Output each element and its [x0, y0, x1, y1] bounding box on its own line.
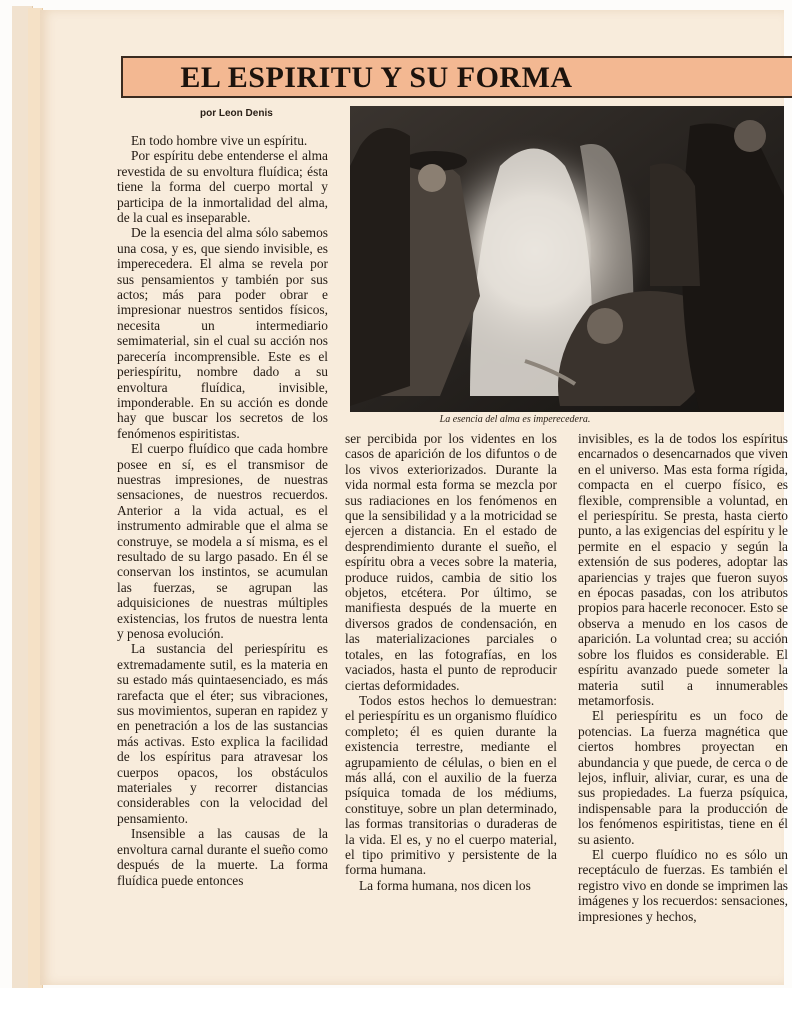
paragraph: Todos estos hechos lo demuestran: el periespíritu es un organismo fluídico completo; él es quien durante la existencia terrestre, mediante el agrupamiento de células, o bien en el más allá, con el auxilio de la fuerza psíquica tomada de los médiums, constituye, sobre un plan determinado, las formas transitorias o duraderas de la vida. El es, y no el cuerpo material, el tipo primitivo y persistente de la forma humana. — [345, 692, 557, 878]
text-column-3 — [578, 431, 788, 945]
paragraph: Insensible a las causas de la envoltura carnal durante el sueño como después de la muerte. La forma fluídica puede entonces — [117, 826, 328, 888]
paragraph: De la esencia del alma sólo sabemos una cosa, y es, que siendo invisible, es imperecedera. El alma se revela por sus pensamientos y también por sus actos; más para poder obrar e impresionar nuestros sentidos físicos, necesita un intermediario semimaterial, sin el cual su acción nos parecería incomprensible. Este es el periespíritu, nombre dado a su envoltura fluídica, invisible, imponderable. En su acción es donde hay que buscar los secretos de los fenómenos espiritistas. — [117, 225, 328, 441]
paragraph: El periespíritu es un foco de potencias. La fuerza magnética que ciertos hombres proyectan en abundancia y que puede, de cerca o de lejos, influir, aliviar, curar, es una de sus propiedades. La fuerza psíquica, indispensable para la producción de los fenómenos espiritistas, tiene en él su asiento. — [578, 708, 788, 847]
paragraph: En todo hombre vive un espíritu. — [131, 133, 308, 148]
paragraph: La sustancia del periespíritu es extremadamente sutil, es la materia en su estado más quintaesenciado, es más rarefacta que el éter; sus vibraciones, sus movimientos, superan en rapidez y en penetración a los de las sustancias más activas. Esto explica la facilidad de los espíritus para atravesar los cuerpos opacos, los obstáculos materiales y recorrer distancias considerables con la velocidad del pensamiento. — [117, 641, 328, 826]
paragraph: ser percibida por los videntes en los casos de aparición de los difuntos o de los vivos exteriorizados. Durante la vida normal esta forma se mezcla por sus radiaciones en los fenómenos en que la sensibilidad y a la motricidad se ejercen a distancia. En el estado de desprendimiento durante el sueño, el espíritu obra a veces sobre la materia, produce ruidos, cambia de sitio los objetos, etcétera. Por último, se manifiesta después de la muerte en diversos grados de condensación, en las materializaciones parciales o totales, en las fotografías, en los vaciados, hasta el punto de reproducir ciertas deformidades. — [345, 431, 557, 693]
paragraph: Por espíritu debe entenderse el alma revestida de su envoltura fluídica; ésta tiene la forma del cuerpo mortal y participa de la inmortalidad del alma, de la cual es inseparable. — [117, 148, 328, 226]
text-column-1 — [117, 133, 328, 945]
paragraph: El cuerpo fluídico que cada hombre posee en sí, es el transmisor de nuestras impresiones, de nuestras sensaciones, de nuestros recuerdos. Anterior a la vida actual, es el instrumento admirable que el alma se construye, se modela a sí misma, es el resultado de su largo pasado. En él se conservan los instintos, se acumulan las fuerzas, se agrupan las adquisiciones de nuestras múltiples existencias, los frutos de nuestra lenta y penosa evolución. — [117, 441, 328, 641]
article-illustration — [350, 106, 784, 412]
apparition-engraving-image — [350, 106, 784, 412]
paragraph: invisibles, es la de todos los espíritus encarnados o desencarnados que viven en el universo. Mas esta forma rígida, compacta en el cuerpo físico, es flexible, comprensible a voluntad, en el periespíritu. Se presta, hasta cierto punto, a las exigencias del espíritu y le permite en el espacio y según la extensión de sus poderes, adoptar las apariencias y trajes que fueron suyos en épocas pasadas, con los atributos propios para hacerle reconocer. Esto se observa a menudo en los casos de aparición. La voluntad crea; su acción sobre los fluidos es considerable. El espíritu avanzado puede someter la materia sutil a innumerables metamorfosis. — [578, 431, 788, 708]
image-caption: La esencia del alma es imperecedera. — [439, 414, 591, 425]
scan-bottom-margin — [0, 988, 792, 1024]
text-column-2 — [345, 431, 557, 945]
article-byline: por Leon Denis — [200, 108, 273, 119]
paragraph: El cuerpo fluídico no es sólo un receptáculo de fuerzas. Es también el registro vivo en donde se imprimen las imágenes y los recuerdos: sensaciones, impresiones y hechos, — [578, 846, 788, 924]
paragraph: La forma humana, nos dicen los — [359, 877, 531, 893]
article-title: EL ESPIRITU Y SU FORMA — [180, 61, 573, 94]
